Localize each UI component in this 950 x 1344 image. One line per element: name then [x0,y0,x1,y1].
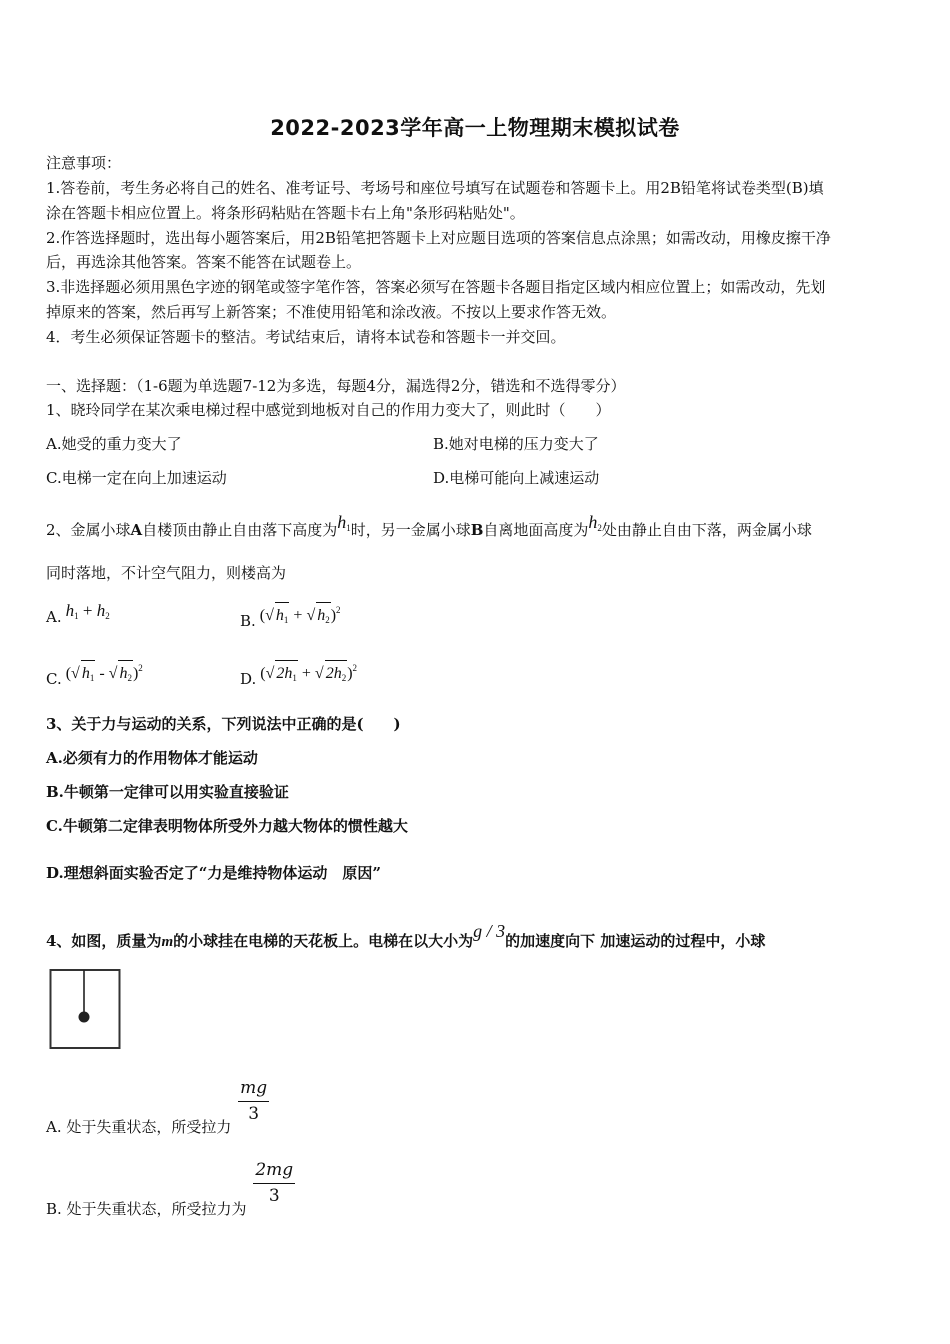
notice-line-4: 后，再选涂其他答案。答案不能答在试题卷上。 [46,253,362,271]
q3-option-c: C.牛顿第二定律表明物体所受外力越大物体的惯性越大 [46,817,408,835]
q1-option-b: B.她对电梯的压力变大了 [433,435,599,453]
q3-option-b: B.牛顿第一定律可以用实验直接验证 [46,783,289,801]
notice-line-5: 3.非选择题必须用黑色字迹的钢笔或签字笔作答，答案必须写在答题卡各题目指定区域内相应位置上；如需改动，先划 [46,278,826,296]
q3-option-d: D.理想斜面实验否定了“力是维持物体运动 原因” [46,864,381,882]
q2-option-c: C. (√ $h_1$ - √ $h_2)^2$ [46,656,143,692]
elevator-box [51,970,120,1048]
notice-line-3: 2.作答选择题时，选出每小题答案后，用2B铅笔把答题卡上对应题目选项的答案信息点涂黑；如需改动，用橡皮擦干净 [46,229,831,247]
section-heading: 一、选择题：（1-6题为单选题7-12为多选，每题4分，漏选得2分，错选和不选得零分） [46,377,626,395]
q2-option-d: D. (√ $2h_1$ + √ $2h_2)^2$ [240,656,357,692]
q2-option-a: A. $h_1 + h_2$ [46,601,110,626]
q4-option-a: A. 处于失重状态，所受拉力 $\frac{mg}{3}$ [46,1078,268,1136]
q3-option-a: A.必须有力的作用物体才能运动 [46,749,258,767]
notice-line-2: 涂在答题卡相应位置上。将条形码粘贴在答题卡右上角"条形码粘贴处"。 [46,204,525,222]
q1-option-c: C.电梯一定在向上加速运动 [46,469,227,487]
q3-stem: 3、关于力与运动的关系，下列说法中正确的是( ) [46,715,401,733]
q2-stem-line-2: 同时落地，不计空气阻力，则楼高为 [46,564,287,582]
notice-line-7: 4．考生必须保证答题卡的整洁。考试结束后，请将本试卷和答题卡一并交回。 [46,328,566,346]
q2-stem: 2、金属小球A自楼顶由静止自由落下高度为$h_1$时，另一金属小球B自离地面高度为$h_2$处由静止自由下落，两金属小球 [46,512,812,539]
notice-line-1: 1.答卷前，考生务必将自己的姓名、准考证号、考场号和座位号填写在试题卷和答题卡上。用2B铅笔将试卷类型(B)填 [46,179,824,197]
notice-line-6: 掉原来的答案，然后再写上新答案；不准使用铅笔和涂改液。不按以上要求作答无效。 [46,303,617,321]
notice-heading: 注意事项： [46,154,122,172]
q1-stem: 1、晓玲同学在某次乘电梯过程中感觉到地板对自己的作用力变大了，则此时（ ） [46,401,611,419]
elevator-ball-figure [48,967,122,1051]
q4-stem: 4、如图，质量为m的小球挂在电梯的天花板上。电梯在以大小为g / 3的加速度向下 加速运动的过程中，小球 [46,921,766,950]
q1-option-d: D.电梯可能向上减速运动 [433,469,600,487]
q1-option-a: A.她受的重力变大了 [46,435,182,453]
q4-option-b: B. 处于失重状态，所受拉力为 $\frac{2mg}{3}$ [46,1160,294,1218]
ball [79,1012,90,1023]
page-title: 2022-2023学年高一上物理期末模拟试卷 [270,116,680,140]
q2-option-b: B. (√ $h_1$ + √ $h_2)^2$ [240,598,341,634]
